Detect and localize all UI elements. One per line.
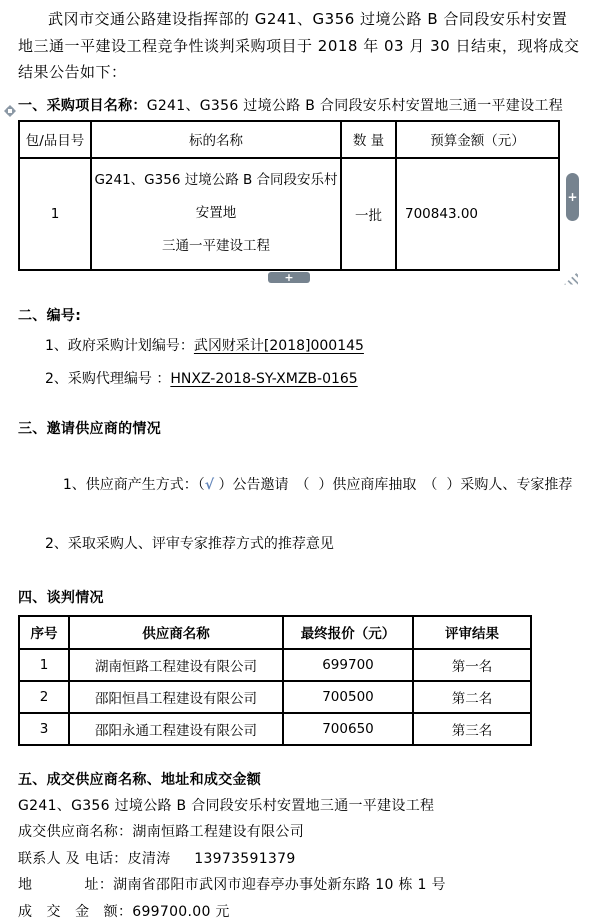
cell-final-price: 699700 — [283, 649, 413, 681]
section3-recommendation-line: 2、采取采购人、评审专家推荐方式的推荐意见 — [18, 531, 581, 557]
table-move-icon[interactable] — [2, 103, 18, 119]
col-header-package-no: 包/品目号 — [19, 121, 91, 158]
section1-label: 一、采购项目名称： — [18, 98, 147, 114]
table-header-row — [19, 121, 559, 158]
col-header-subject-name: 标的名称 — [91, 121, 341, 158]
section4-heading: 四、谈判情况 — [18, 588, 581, 608]
section1-line — [18, 96, 581, 116]
cell-review-result: 第三名 — [413, 713, 531, 745]
negotiation-table — [18, 615, 532, 746]
cell-review-result: 第一名 — [413, 649, 531, 681]
col-header-supplier: 供应商名称 — [69, 616, 283, 649]
award-amount-line: 成 交 金 额：699700.00 元 — [18, 902, 581, 922]
awarded-project-name: G241、G356 过境公路 B 合同段安乐村安置地三通一平建设工程 — [18, 796, 581, 817]
plus-icon: + — [567, 190, 577, 204]
cell-supplier: 邵阳恒昌工程建设有限公司 — [69, 681, 283, 713]
table-header-row — [19, 616, 531, 649]
section3-supplier-method-line — [18, 446, 581, 524]
intro-paragraph: 武冈市交通公路建设指挥部的 G241、G356 过境公路 B 合同段安乐村安置地三通一平建设工程竞争性谈判采购项目于 2018 年 03 月 30 日结束，现将成交结果公告如下： — [18, 6, 581, 86]
table-resize-icon[interactable] — [564, 272, 578, 285]
table-row — [19, 158, 559, 270]
cell-index: 1 — [19, 649, 69, 681]
cell-index: 2 — [19, 681, 69, 713]
col-header-review-result: 评审结果 — [413, 616, 531, 649]
plan-no-label: 1、政府采购计划编号： — [45, 338, 194, 354]
address-line: 地 址：湖南省邵阳市武冈市迎春亭办事处新东路 10 栋 1 号 — [18, 875, 581, 896]
agency-no-value: HNXZ-2018-SY-XMZB-0165 — [170, 371, 357, 387]
subject-name-line1: G241、G356 过境公路 B 合同段安乐村安置地 — [92, 164, 340, 230]
awarded-supplier-line: 成交供应商名称：湖南恒路工程建设有限公司 — [18, 822, 581, 843]
cell-review-result: 第二名 — [413, 681, 531, 713]
cell-supplier: 邵阳永通工程建设有限公司 — [69, 713, 283, 745]
subject-name-line2: 三通一平建设工程 — [92, 230, 340, 263]
cell-budget: 700843.00 — [396, 158, 559, 270]
section5-heading: 五、成交供应商名称、地址和成交金额 — [18, 770, 581, 790]
plus-icon: + — [284, 273, 293, 282]
col-header-final-price: 最终报价（元） — [283, 616, 413, 649]
plan-no-value: 武冈财采计[2018]000145 — [194, 338, 364, 354]
table-row — [19, 649, 531, 681]
cell-final-price: 700500 — [283, 681, 413, 713]
insert-column-button[interactable] — [566, 173, 579, 221]
section3-heading: 三、邀请供应商的情况 — [18, 419, 581, 439]
section2-item-plan-no — [18, 333, 581, 359]
cell-package-no: 1 — [19, 158, 91, 270]
section2-item-agency-no — [18, 366, 581, 392]
contact-phone-line: 联系人 及 电话：皮清涛 13973591379 — [18, 849, 581, 870]
insert-row-button[interactable] — [268, 272, 310, 283]
project-table — [18, 120, 560, 271]
method-prefix: 1、供应商产生方式：（ — [63, 477, 205, 493]
checkmark-icon: √ — [205, 477, 214, 493]
cell-final-price: 700650 — [283, 713, 413, 745]
section1-value: G241、G356 过境公路 B 合同段安乐村安置地三通一平建设工程 — [147, 98, 563, 114]
col-header-quantity: 数 量 — [341, 121, 396, 158]
table-row — [19, 681, 531, 713]
project-table-container — [18, 120, 560, 271]
col-header-index: 序号 — [19, 616, 69, 649]
cell-quantity: 一批 — [341, 158, 396, 270]
cell-subject-name — [91, 158, 341, 270]
cell-supplier: 湖南恒路工程建设有限公司 — [69, 649, 283, 681]
table-row — [19, 713, 531, 745]
section2-heading: 二、编号: — [18, 306, 581, 326]
col-header-budget: 预算金额（元） — [396, 121, 559, 158]
cell-index: 3 — [19, 713, 69, 745]
method-suffix: ）公告邀请 （ ）供应商库抽取 （ ）采购人、专家推荐 — [214, 477, 572, 493]
agency-no-label: 2、采购代理编号 ： — [45, 371, 170, 387]
